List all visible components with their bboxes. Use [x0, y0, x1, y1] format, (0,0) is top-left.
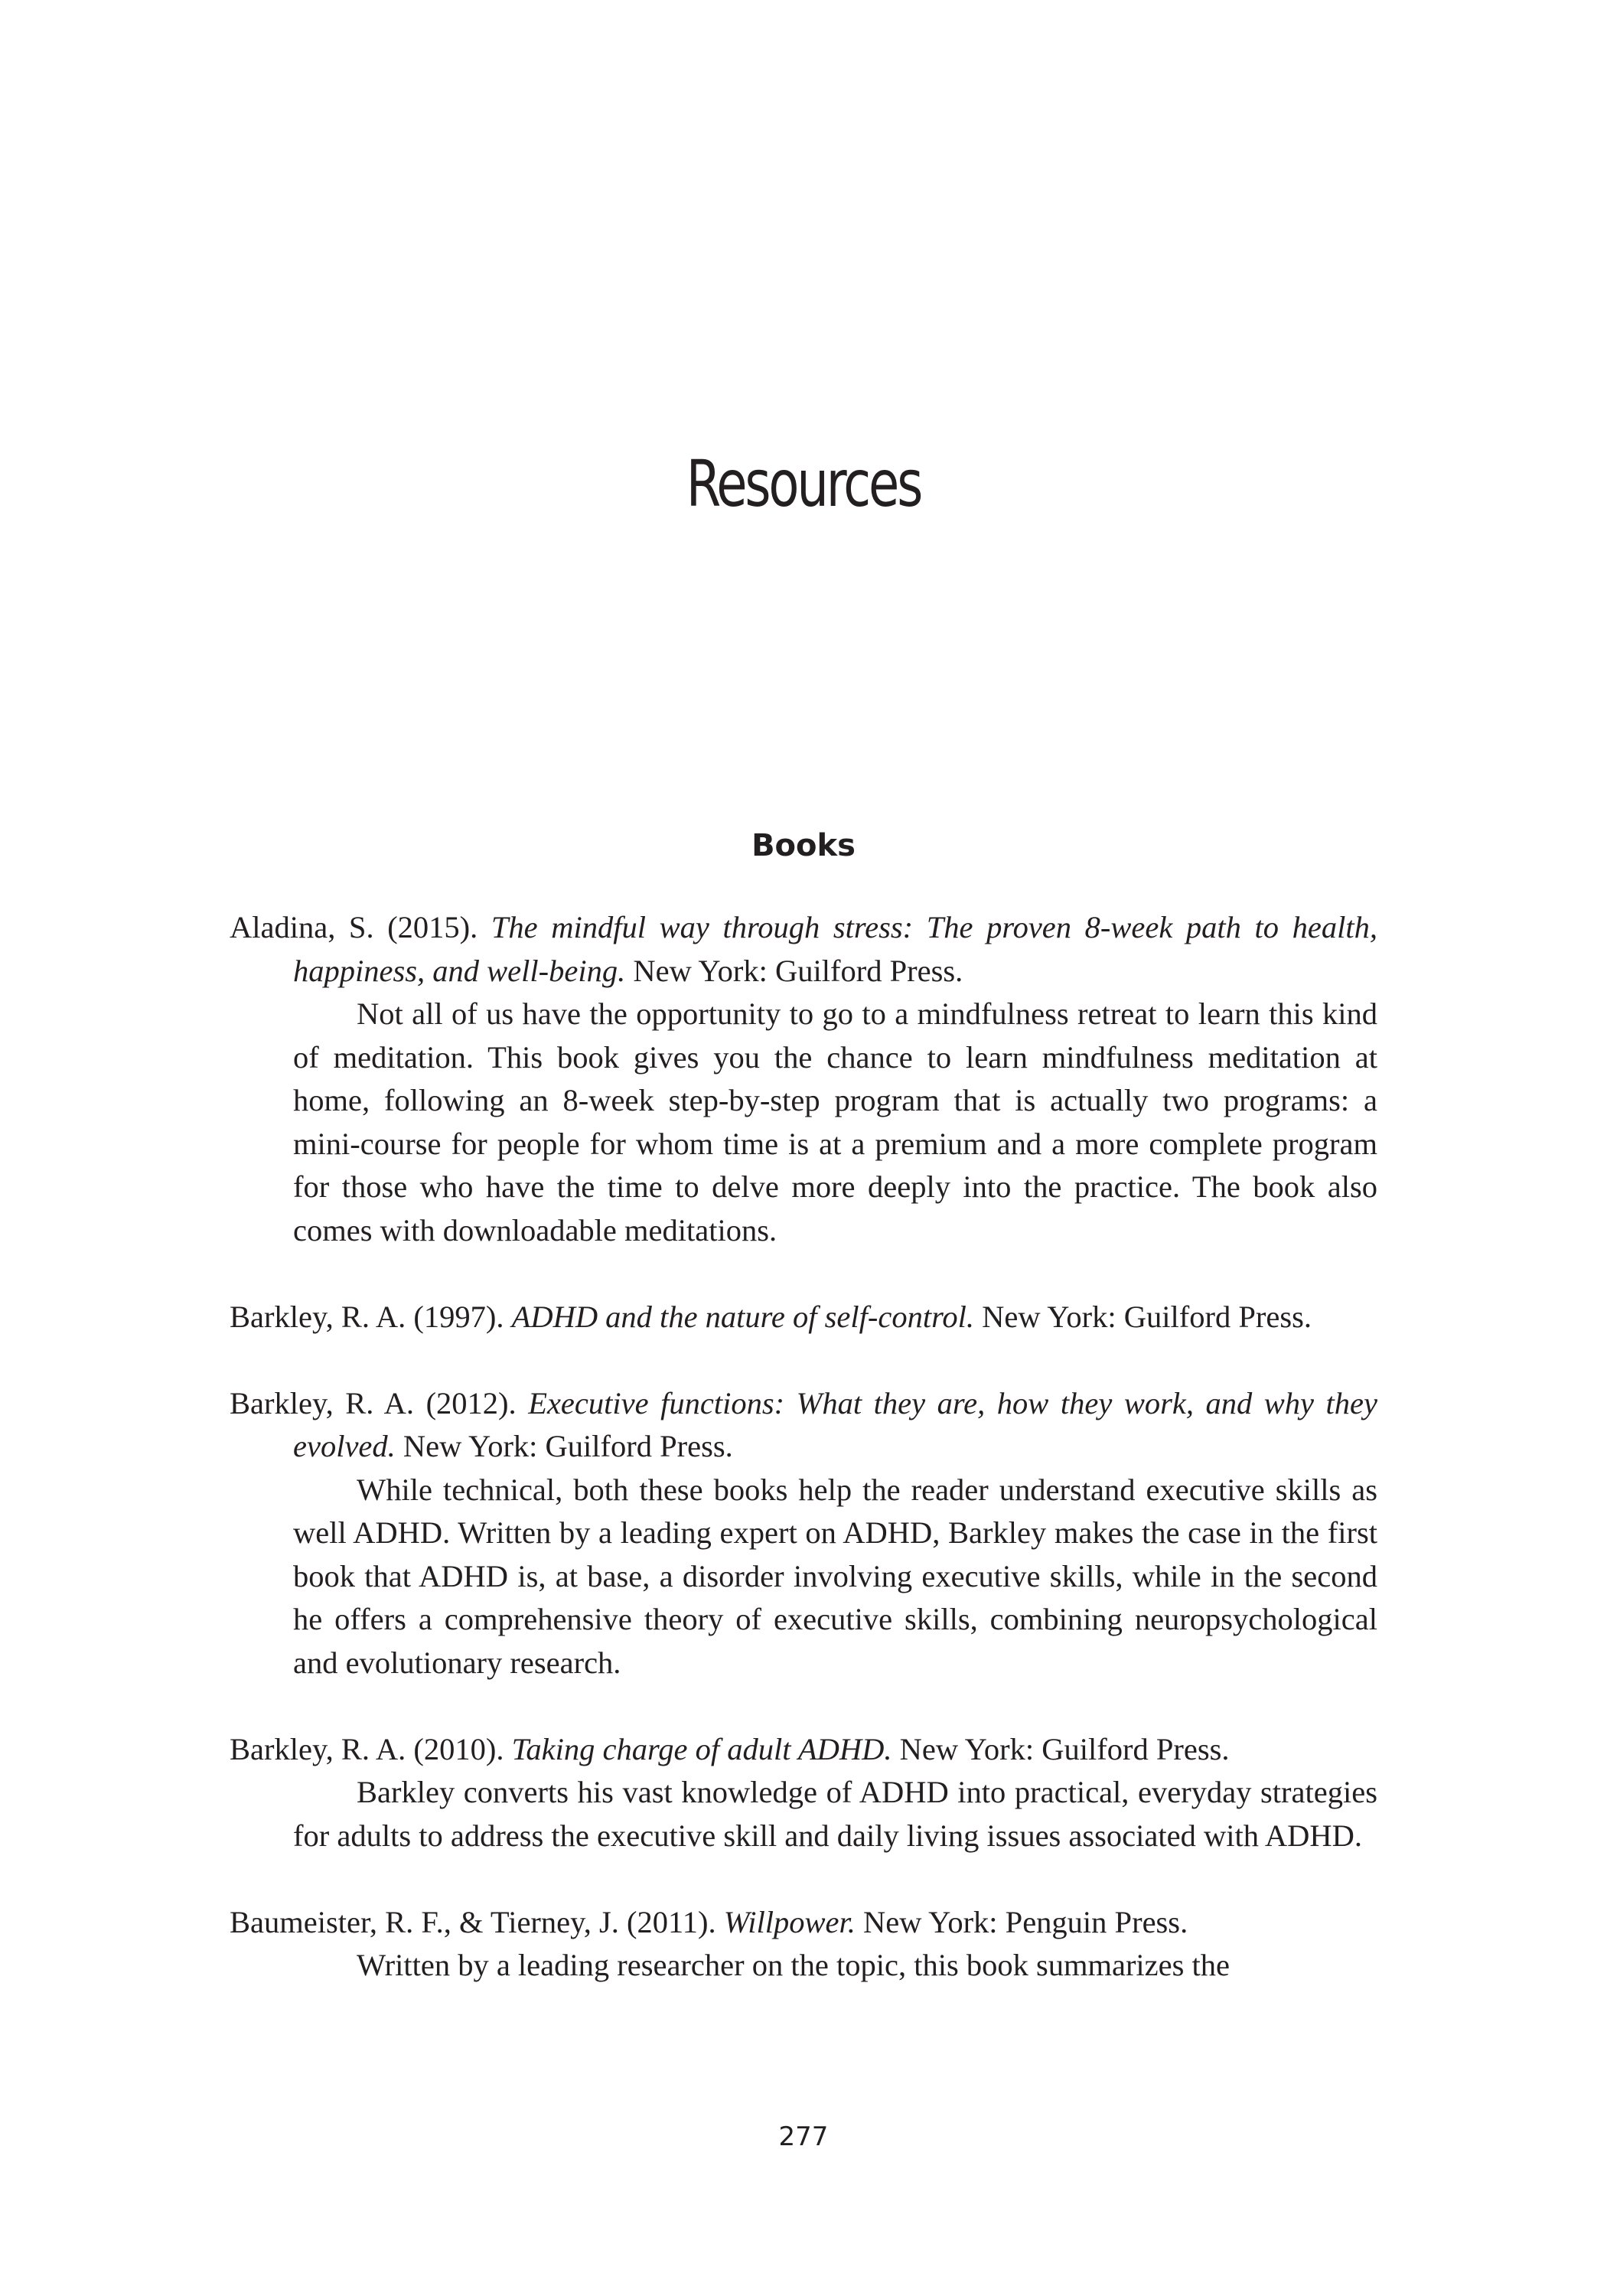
book-list [230, 906, 1377, 1988]
annotation: While technical, both these books help the reader understand executive skills as well ADHD. Written by a leading expert on ADHD, Barkley makes the case in the first book that ADHD is, at base, a disorder involving executive skills, while in the second he offers a comprehensive theory of executive skills, combining neuropsychological and evolutionary research. [293, 1472, 1377, 1680]
citation-title: ADHD and the nature of self-control. [511, 1299, 974, 1334]
annotation: Not all of us have the opportunity to go to a mindfulness retreat to learn this kind of meditation. This book gives you the chance to learn mindfulness meditation at home, following an 8-week step-by-step program that is actually two programs: a mini-course for people for whom time is at a premium and a more complete program for those who have the time to delve more deeply into the practice. The book also comes with downloadable meditations. [293, 996, 1377, 1247]
book-entry [230, 1728, 1377, 1858]
annotation: Barkley converts his vast knowledge of ADHD into practical, everyday strategies for adults to address the executive skill and daily living issues associated with ADHD. [293, 1775, 1377, 1853]
page-number: 277 [778, 2122, 829, 2152]
book-entry [230, 1901, 1377, 1988]
citation-title: The mindful way through stress: The proven 8-week path to health, happiness, and well-being. [293, 910, 1377, 988]
page-title: Resources [686, 446, 921, 521]
citation-author: Baumeister, R. F., & Tierney, J. (2011). [230, 1904, 724, 1939]
citation [230, 1728, 1377, 1772]
citation-title: Willpower. [723, 1904, 856, 1939]
citation [230, 1901, 1377, 1945]
book-entry [230, 906, 1377, 1252]
citation [230, 1296, 1377, 1339]
citation-publisher: New York: Guilford Press. [395, 1429, 733, 1463]
citation-author: Barkley, R. A. (2010). [230, 1731, 512, 1766]
citation [230, 906, 1377, 993]
citation [230, 1382, 1377, 1469]
book-entry [230, 1382, 1377, 1685]
citation-author: Aladina, S. (2015). [230, 910, 491, 944]
book-entry [230, 1296, 1377, 1339]
annotation: Written by a leading researcher on the topic, this book summarizes the [357, 1948, 1231, 1982]
citation-publisher: New York: Guilford Press. [625, 953, 963, 988]
citation-author: Barkley, R. A. (1997). [230, 1299, 512, 1334]
citation-title: Executive functions: What they are, how they work, and why they evolved. [293, 1385, 1377, 1463]
citation-publisher: New York: Guilford Press. [892, 1731, 1230, 1766]
citation-author: Barkley, R. A. (2012). [230, 1385, 529, 1420]
citation-publisher: New York: Guilford Press. [974, 1299, 1312, 1334]
section-heading-books: Books [751, 828, 856, 863]
citation-title: Taking charge of adult ADHD. [511, 1731, 892, 1766]
citation-publisher: New York: Penguin Press. [855, 1904, 1188, 1939]
